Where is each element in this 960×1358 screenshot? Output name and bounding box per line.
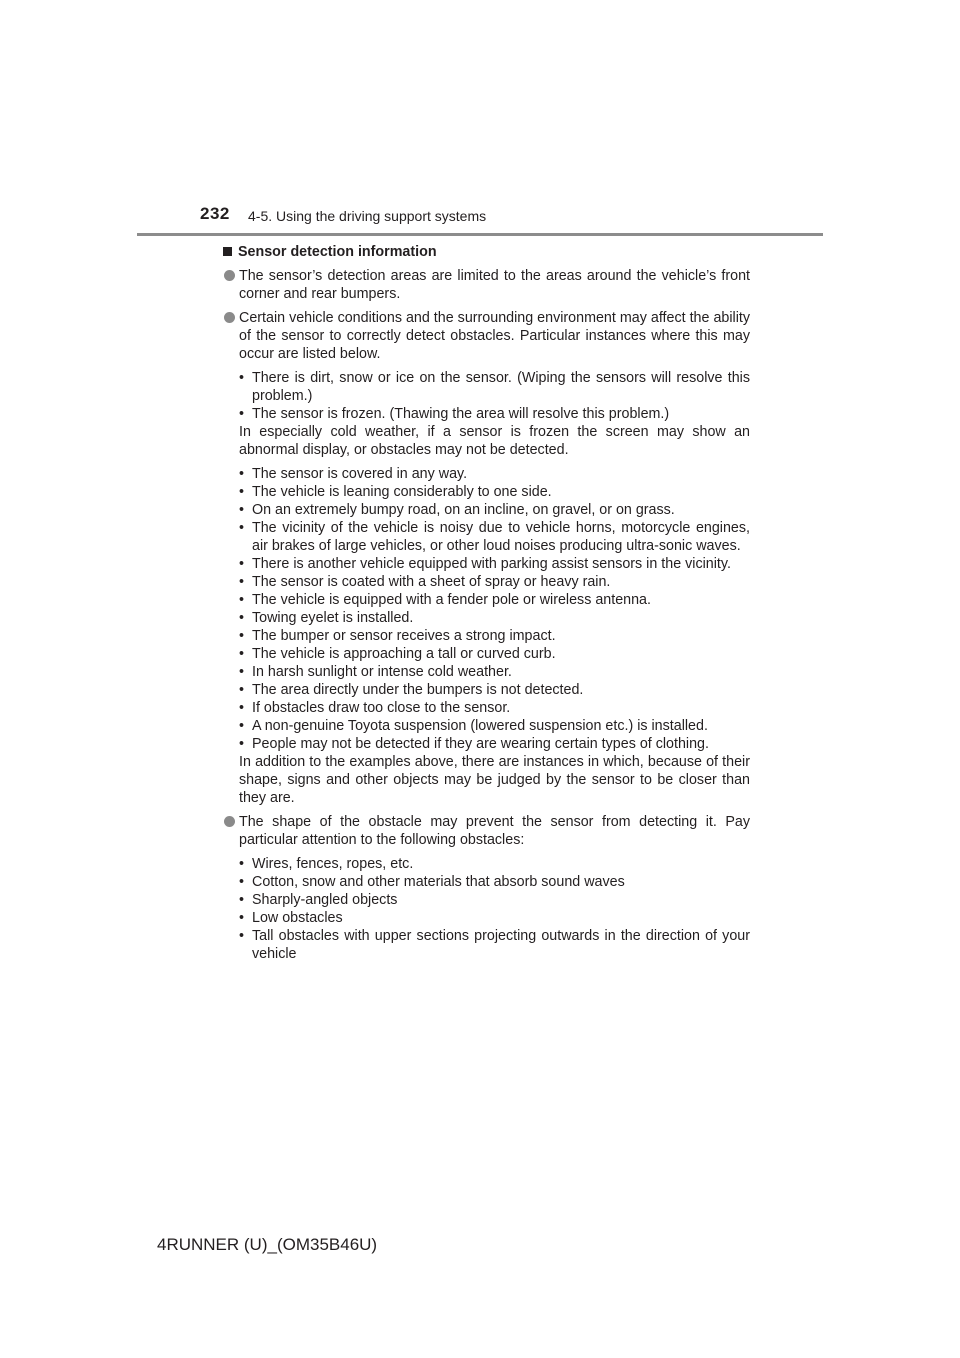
list-bullet: • (239, 592, 245, 608)
note-paragraph: In addition to the examples above, there are instances in which, because of their shape, signs and other objects may be judged by the sensor to be closer than they are. (239, 754, 750, 806)
bullet-paragraph (223, 267, 750, 303)
list-item (239, 591, 750, 609)
footer-model-code: 4RUNNER (U)_(OM35B46U) (157, 1235, 378, 1254)
square-bullet-icon (223, 247, 232, 256)
obstacle-list (239, 855, 750, 963)
circle-bullet-icon (224, 312, 235, 323)
list-bullet: • (239, 520, 245, 536)
list-item (239, 405, 750, 423)
list-bullet: • (239, 556, 245, 572)
list-bullet: • (239, 610, 245, 626)
list-bullet: • (239, 406, 245, 422)
list-bullet: • (239, 910, 245, 926)
bullet-paragraph-text: Certain vehicle conditions and the surrounding environment may affect the ability of the sensor to correctly detect obstacles. Particular instances where this may occur are listed below. (239, 310, 750, 362)
list-item-text: In harsh sunlight or intense cold weather. (252, 664, 512, 680)
list-item (239, 873, 750, 891)
list-bullet: • (239, 718, 245, 734)
list-item-text: The bumper or sensor receives a strong impact. (252, 628, 556, 644)
list-item-text: There is dirt, snow or ice on the sensor. (Wiping the sensors will resolve this problem.) (252, 370, 750, 404)
list-bullet: • (239, 502, 245, 518)
bullet-paragraph-text: The shape of the obstacle may prevent the sensor from detecting it. Pay particular attention to the following obstacles: (239, 814, 750, 848)
list-bullet: • (239, 484, 245, 500)
list-item-text: Cotton, snow and other materials that absorb sound waves (252, 874, 625, 890)
list-item-text: The vehicle is approaching a tall or curved curb. (252, 646, 556, 662)
list-bullet: • (239, 700, 245, 716)
list-item-text: Sharply-angled objects (252, 892, 398, 908)
list-item-text: There is another vehicle equipped with parking assist sensors in the vicinity. (252, 556, 731, 572)
list-item (239, 699, 750, 717)
list-bullet: • (239, 856, 245, 872)
list-item-text: The vicinity of the vehicle is noisy due to vehicle horns, motorcycle engines, air brakes of large vehicles, or other loud noises producing ultra-sonic waves. (252, 520, 750, 554)
condition-list (239, 465, 750, 753)
section-heading-text: Sensor detection information (238, 244, 437, 260)
circle-bullet-icon (224, 816, 235, 827)
list-bullet: • (239, 646, 245, 662)
list-item-text: The sensor is coated with a sheet of spray or heavy rain. (252, 574, 611, 590)
page-number: 232 (200, 204, 230, 223)
list-bullet: • (239, 874, 245, 890)
list-item (239, 555, 750, 573)
note-paragraph: In especially cold weather, if a sensor is frozen the screen may show an abnormal display, or obstacles may not be detected. (239, 424, 750, 458)
list-item (239, 891, 750, 909)
list-bullet: • (239, 574, 245, 590)
section-heading (223, 243, 750, 261)
list-item (239, 369, 750, 405)
list-bullet: • (239, 466, 245, 482)
list-bullet: • (239, 664, 245, 680)
header-divider (137, 233, 823, 236)
list-item (239, 663, 750, 681)
condition-list (239, 369, 750, 423)
list-item-text: On an extremely bumpy road, on an incline, on gravel, or on grass. (252, 502, 675, 518)
list-item (239, 927, 750, 963)
circle-bullet-icon (224, 270, 235, 281)
list-item-text: The vehicle is equipped with a fender pole or wireless antenna. (252, 592, 651, 608)
list-item (239, 573, 750, 591)
list-bullet: • (239, 682, 245, 698)
list-item-text: Tall obstacles with upper sections projecting outwards in the direction of your vehicle (252, 928, 750, 962)
bullet-paragraph (223, 813, 750, 849)
list-item-text: Towing eyelet is installed. (252, 610, 414, 626)
list-item (239, 855, 750, 873)
list-item (239, 627, 750, 645)
list-item-text: The sensor is covered in any way. (252, 466, 468, 482)
bullet-paragraph (223, 309, 750, 363)
list-item-text: A non-genuine Toyota suspension (lowered suspension etc.) is installed. (252, 718, 708, 734)
list-item (239, 681, 750, 699)
bullet-paragraph-text: The sensor’s detection areas are limited to the areas around the vehicle’s front corner and rear bumpers. (239, 268, 750, 302)
list-item (239, 717, 750, 735)
section-title: 4-5. Using the driving support systems (248, 208, 487, 224)
list-bullet: • (239, 736, 245, 752)
list-item-text: The vehicle is leaning considerably to one side. (252, 484, 552, 500)
list-item (239, 501, 750, 519)
list-bullet: • (239, 928, 245, 944)
list-bullet: • (239, 370, 245, 386)
list-item (239, 735, 750, 753)
list-item-text: The area directly under the bumpers is not detected. (252, 682, 584, 698)
list-item (239, 645, 750, 663)
list-item-text: Wires, fences, ropes, etc. (252, 856, 414, 872)
list-item (239, 609, 750, 627)
list-bullet: • (239, 628, 245, 644)
list-item (239, 483, 750, 501)
list-bullet: • (239, 892, 245, 908)
list-item-text: People may not be detected if they are wearing certain types of clothing. (252, 736, 709, 752)
list-item-text: Low obstacles (252, 910, 343, 926)
page-content (223, 243, 750, 963)
list-item-text: The sensor is frozen. (Thawing the area will resolve this problem.) (252, 406, 670, 422)
list-item (239, 519, 750, 555)
list-item (239, 909, 750, 927)
list-item (239, 465, 750, 483)
list-item-text: If obstacles draw too close to the sensor. (252, 700, 511, 716)
